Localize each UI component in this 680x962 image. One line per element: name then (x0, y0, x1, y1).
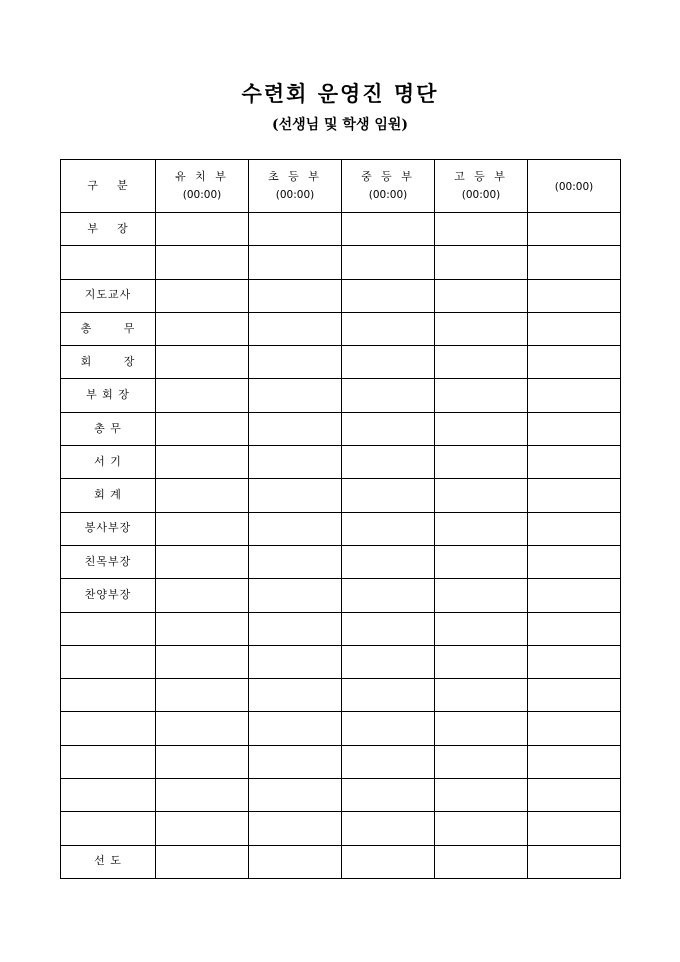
table-cell (342, 712, 435, 745)
table-row (61, 246, 621, 279)
roster-body (61, 213, 621, 879)
column-header-high-school (435, 160, 528, 213)
table-cell (249, 845, 342, 878)
column-name: 고 등 부 (454, 169, 508, 183)
table-row (61, 512, 621, 545)
table-cell (528, 545, 621, 578)
table-cell (528, 279, 621, 312)
row-label-cell (61, 246, 156, 279)
table-cell (342, 645, 435, 678)
column-name: 중 등 부 (361, 169, 415, 183)
row-label: 선 도 (94, 854, 122, 868)
staff-roster-table (60, 159, 621, 879)
table-cell (528, 213, 621, 246)
table-row (61, 779, 621, 812)
row-label-cell (61, 579, 156, 612)
header-row (61, 160, 621, 213)
row-label-cell (61, 213, 156, 246)
table-cell (156, 446, 249, 479)
column-code: (00:00) (182, 188, 222, 201)
table-cell (249, 312, 342, 345)
table-cell (249, 479, 342, 512)
row-label-cell (61, 679, 156, 712)
table-cell (249, 346, 342, 379)
table-cell (342, 279, 435, 312)
row-label: 찬양부장 (84, 587, 132, 601)
table-cell (156, 346, 249, 379)
row-label: 서 기 (94, 454, 122, 468)
table-row (61, 612, 621, 645)
table-cell (528, 412, 621, 445)
table-cell (528, 812, 621, 845)
row-label: 부 장 (87, 221, 129, 235)
table-cell (528, 312, 621, 345)
table-cell (342, 679, 435, 712)
column-name: 초 등 부 (268, 169, 322, 183)
column-header-kindergarten (156, 160, 249, 213)
table-row (61, 845, 621, 878)
table-cell (249, 545, 342, 578)
table-cell (435, 412, 528, 445)
table-cell (435, 213, 528, 246)
table-cell (528, 845, 621, 878)
table-cell (249, 213, 342, 246)
table-cell (528, 246, 621, 279)
column-code: (00:00) (554, 181, 594, 194)
table-cell (342, 246, 435, 279)
table-row (61, 545, 621, 578)
row-label-cell (61, 779, 156, 812)
row-label-cell (61, 812, 156, 845)
table-cell (435, 779, 528, 812)
corner-label: 구 분 (87, 178, 129, 192)
table-cell (435, 346, 528, 379)
row-label-cell (61, 346, 156, 379)
table-cell (156, 745, 249, 778)
table-cell (342, 379, 435, 412)
document-title: 수련회 운영진 명단 (241, 81, 439, 106)
table-row (61, 346, 621, 379)
table-cell (435, 745, 528, 778)
table-cell (435, 712, 528, 745)
table-row (61, 213, 621, 246)
row-label: 총 무 (94, 421, 122, 435)
column-code: (00:00) (275, 188, 315, 201)
row-label-cell (61, 379, 156, 412)
table-cell (435, 312, 528, 345)
column-header-middle-school (342, 160, 435, 213)
row-label: 회 장 (80, 354, 136, 368)
row-label-cell (61, 612, 156, 645)
table-cell (249, 379, 342, 412)
table-cell (156, 412, 249, 445)
table-cell (156, 845, 249, 878)
table-cell (156, 712, 249, 745)
table-row (61, 579, 621, 612)
row-label: 친목부장 (84, 554, 132, 568)
table-cell (528, 479, 621, 512)
table-cell (342, 213, 435, 246)
row-label-cell (61, 279, 156, 312)
table-row (61, 745, 621, 778)
table-row (61, 312, 621, 345)
table-cell (156, 512, 249, 545)
table-cell (156, 579, 249, 612)
table-cell (528, 579, 621, 612)
row-label: 봉사부장 (84, 521, 132, 535)
row-label-cell (61, 446, 156, 479)
table-cell (528, 346, 621, 379)
table-cell (435, 479, 528, 512)
row-label: 지도교사 (84, 288, 132, 302)
column-code: (00:00) (461, 188, 501, 201)
row-label: 회 계 (94, 488, 122, 502)
table-cell (249, 745, 342, 778)
table-cell (249, 246, 342, 279)
document-subtitle: (선생님 및 학생 임원) (271, 117, 409, 133)
column-header-elementary (249, 160, 342, 213)
table-cell (435, 812, 528, 845)
table-cell (342, 812, 435, 845)
table-cell (156, 812, 249, 845)
row-label-cell (61, 479, 156, 512)
table-cell (156, 779, 249, 812)
row-label: 부 회 장 (86, 388, 130, 402)
table-cell (528, 612, 621, 645)
table-cell (249, 712, 342, 745)
table-cell (528, 712, 621, 745)
table-cell (156, 645, 249, 678)
table-cell (528, 446, 621, 479)
table-cell (156, 312, 249, 345)
row-label-cell (61, 512, 156, 545)
table-cell (342, 312, 435, 345)
table-cell (249, 679, 342, 712)
table-cell (342, 579, 435, 612)
table-cell (156, 479, 249, 512)
table-cell (435, 512, 528, 545)
table-cell (156, 545, 249, 578)
table-cell (342, 512, 435, 545)
column-header-extra (528, 160, 621, 213)
table-row (61, 446, 621, 479)
table-cell (156, 679, 249, 712)
row-label-cell (61, 712, 156, 745)
table-cell (342, 479, 435, 512)
column-code: (00:00) (368, 188, 408, 201)
table-cell (156, 379, 249, 412)
table-cell (435, 545, 528, 578)
table-cell (342, 346, 435, 379)
table-cell (435, 379, 528, 412)
table-cell (528, 512, 621, 545)
table-cell (435, 446, 528, 479)
table-cell (156, 213, 249, 246)
table-cell (156, 246, 249, 279)
row-label-cell (61, 745, 156, 778)
table-cell (528, 679, 621, 712)
row-label: 총 무 (80, 321, 136, 335)
table-cell (249, 812, 342, 845)
table-cell (528, 379, 621, 412)
table-cell (156, 279, 249, 312)
table-cell (528, 745, 621, 778)
table-cell (528, 779, 621, 812)
table-cell (249, 612, 342, 645)
table-cell (435, 246, 528, 279)
table-row (61, 412, 621, 445)
table-row (61, 279, 621, 312)
row-label-cell (61, 545, 156, 578)
table-row (61, 645, 621, 678)
table-cell (435, 679, 528, 712)
table-row (61, 679, 621, 712)
table-cell (342, 779, 435, 812)
table-row (61, 812, 621, 845)
row-label-cell (61, 645, 156, 678)
table-cell (249, 279, 342, 312)
table-cell (249, 645, 342, 678)
table-cell (249, 779, 342, 812)
table-cell (435, 845, 528, 878)
corner-header-cell (61, 160, 156, 213)
row-label-cell (61, 412, 156, 445)
table-cell (435, 579, 528, 612)
table-cell (249, 579, 342, 612)
table-cell (249, 512, 342, 545)
table-cell (435, 612, 528, 645)
table-cell (156, 612, 249, 645)
table-cell (342, 845, 435, 878)
row-label-cell (61, 845, 156, 878)
table-cell (528, 645, 621, 678)
column-name: 유 치 부 (175, 169, 229, 183)
table-cell (342, 612, 435, 645)
table-cell (342, 412, 435, 445)
table-cell (435, 279, 528, 312)
table-cell (342, 446, 435, 479)
table-cell (435, 645, 528, 678)
table-row (61, 712, 621, 745)
table-cell (342, 545, 435, 578)
table-row (61, 379, 621, 412)
table-cell (249, 446, 342, 479)
table-cell (342, 745, 435, 778)
table-cell (249, 412, 342, 445)
row-label-cell (61, 312, 156, 345)
table-row (61, 479, 621, 512)
